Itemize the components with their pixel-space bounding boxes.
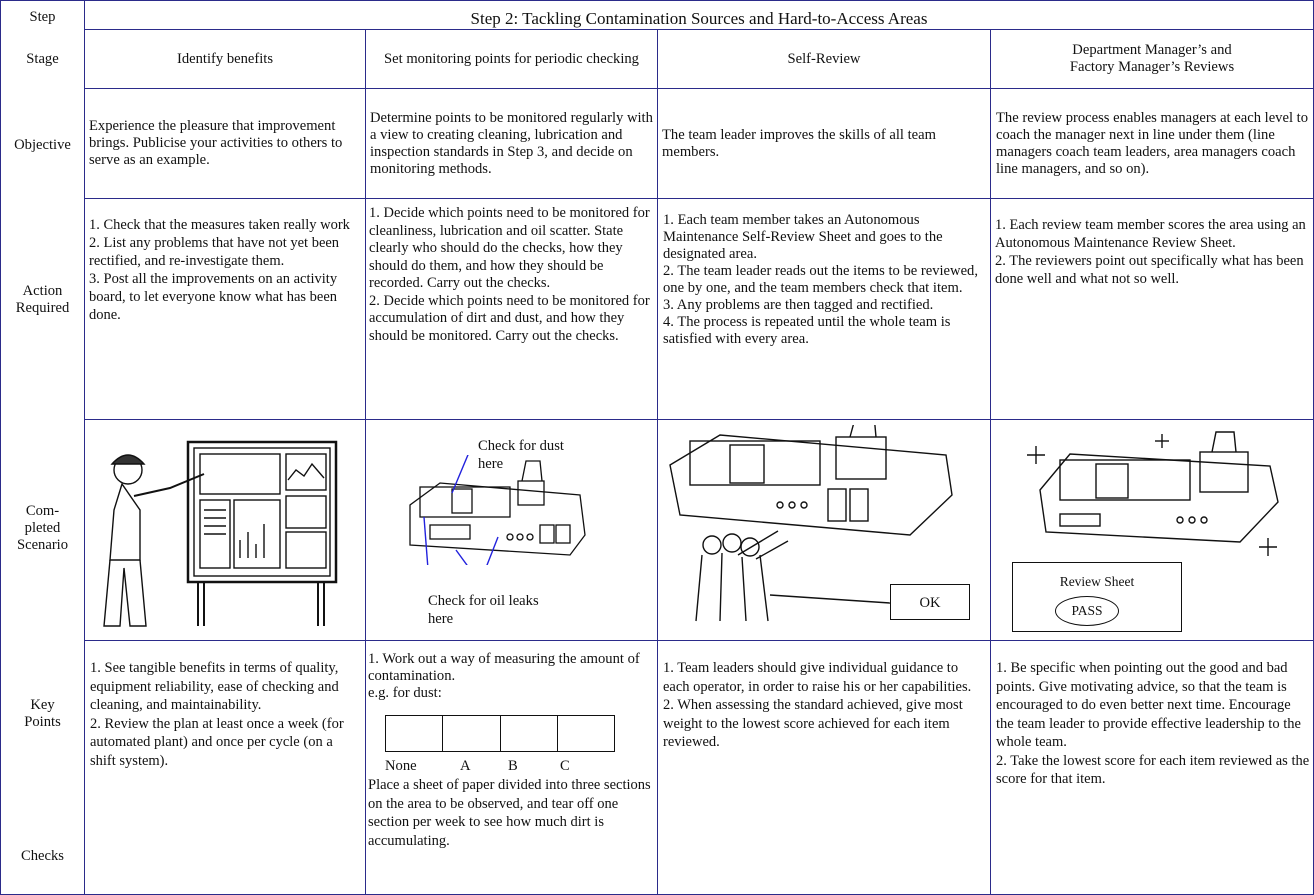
scale-a: A xyxy=(460,758,471,774)
key-points-manager-reviews: 1. Be specific when pointing out the good and bad points. Give motivating advice, so that the team is encouraged to do even better next time. Encourage the team leader to provide effective leadership to the whole team. 2. Take the lowest score for each item reviewed as the score for that item. xyxy=(996,660,1310,787)
key-points-identify-benefits: 1. See tangible benefits in terms of quality, equipment reliability, ease of checking and cleaning, and maintainability. 2. Review the plan at least once a week (for automated plant) and once per cycle (on a shift system). xyxy=(90,660,344,769)
action-identify-benefits: 1. Check that the measures taken really work 2. List any problems that have not yet been rectified, and re-investigate them. 3. Post all the improvements on an activity board, to let everyone know what has been done. xyxy=(89,217,350,323)
ok-callout-label: OK xyxy=(919,595,941,611)
stage-self-review: Self-Review xyxy=(787,50,861,67)
action-monitoring-points: 1. Decide which points need to be monitored for cleanliness, lubrication and oil scatter. State clearly who should do the checks, how they should do them, and how they should be recorded. Carry out the checks. 2. Decide which points need to be monitored for accumulation of dirt and dust, and how they should be monitored. Carry out the checks. xyxy=(369,205,650,344)
stage-identify-benefits: Identify benefits xyxy=(176,50,274,67)
worker-activity-board-illustration xyxy=(100,440,350,630)
action-required-label: Action Required xyxy=(15,283,70,316)
oil-leak-check-label: Check for oil leaks here xyxy=(428,593,539,627)
completed-scenario-label: Com- pleted Scenario xyxy=(16,503,69,553)
action-self-review: 1. Each team member takes an Autonomous Maintenance Self-Review Sheet and goes to the designated area. 2. The team leader reads out the items to be reviewed, one by one, and the team members check that item. 3. Any problems are then tagged and rectified. 4. The process is repeated until the whole team is satisfied with every area. xyxy=(663,212,978,347)
stage-manager-reviews: Department Manager’s and Factory Manager’s Reviews xyxy=(1069,42,1235,75)
objective-monitoring-points: Determine points to be monitored regularly with a view to creating cleaning, lubrication and inspection standards in Step 3, and decide on monitoring methods. xyxy=(370,109,653,177)
key-points-monitoring-outro: Place a sheet of paper divided into three sections on the area to be observed, and tear off one section per week to see how much dirt is accumulating. xyxy=(368,777,651,849)
key-points-monitoring-intro: 1. Work out a way of measuring the amount of contamination. e.g. for dust: xyxy=(368,651,640,701)
dust-measurement-scale xyxy=(385,715,615,752)
review-sheet-label: Review Sheet xyxy=(1059,574,1135,589)
reviewed-machine-illustration xyxy=(1000,430,1300,560)
objective-label: Objective xyxy=(14,137,71,153)
step-label: Step xyxy=(29,9,56,25)
objective-identify-benefits: Experience the pleasure that improvement brings. Publicise your activities to others to serve as an example. xyxy=(89,118,343,168)
stage-label: Stage xyxy=(26,51,59,67)
key-points-self-review: 1. Team leaders should give individual guidance to each operator, in order to raise his or her capabilities. 2. When assessing the standard achieved, give most weight to the lowest score achieved for each item reviewed. xyxy=(663,660,972,750)
objective-self-review: The team leader improves the skills of all team members. xyxy=(662,126,936,160)
dust-check-label: Check for dust here xyxy=(478,438,564,472)
scale-c: C xyxy=(560,758,570,774)
objective-manager-reviews: The review process enables managers at each level to coach the manager next in line under them (line managers coach team leaders, area managers coach line managers, and so on). xyxy=(996,109,1308,177)
step-title: Step 2: Tackling Contamination Sources and Hard-to-Access Areas xyxy=(470,9,928,28)
stage-set-monitoring-points: Set monitoring points for periodic checking xyxy=(384,50,639,67)
action-manager-reviews: 1. Each review team member scores the area using an Autonomous Maintenance Review Sheet. 2. The reviewers point out specifically what has been done well and what not so well. xyxy=(995,217,1306,287)
scale-none: None xyxy=(385,758,417,774)
key-points-label: Key Points xyxy=(24,697,61,730)
scale-b: B xyxy=(508,758,518,774)
checks-label: Checks xyxy=(21,848,64,864)
pass-label: PASS xyxy=(1071,603,1103,618)
